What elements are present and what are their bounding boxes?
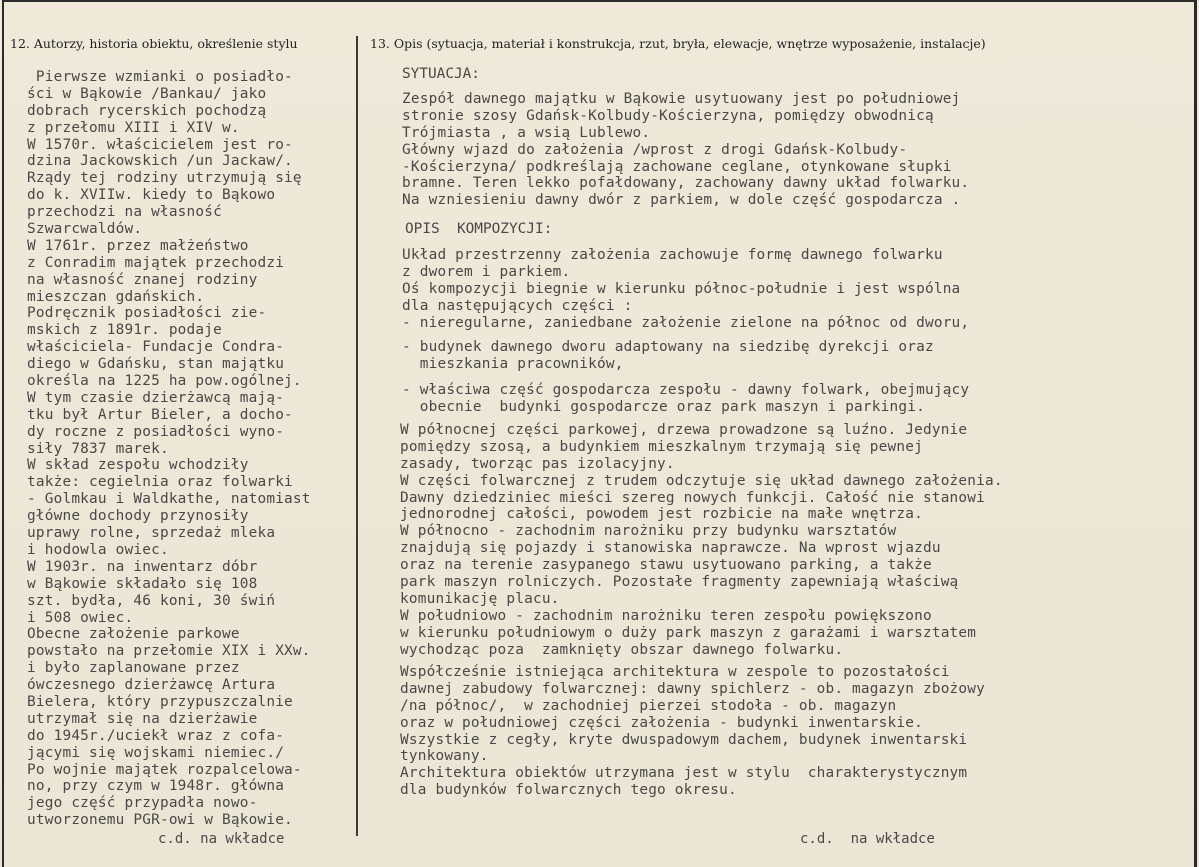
situation-text xyxy=(402,91,969,209)
composition-bullet-folwark xyxy=(402,382,969,416)
text-line: i było zaplanowane przez xyxy=(27,660,240,677)
text-line: park maszyn rolniczych. Pozostałe fragmenty zapewniają właściwą xyxy=(400,574,959,591)
text-line: W części folwarcznej z trudem odczytuje się układ dawnego założenia. xyxy=(400,472,1003,489)
text-line: ówczesnego dzierżawcę Artura xyxy=(27,677,276,694)
text-line: pomiędzy szosą, a budynkiem mieszkalnym trzymają się pewnej xyxy=(400,438,923,455)
text-line: dla budynków folwarcznych tego okresu. xyxy=(400,782,737,799)
text-line: Bielera, który przypuszczalnie xyxy=(27,693,293,710)
text-line: siły 7837 marek. xyxy=(27,440,169,457)
frame-left-border xyxy=(2,0,4,867)
text-line: dobrach rycerskich pochodzą xyxy=(27,102,267,119)
text-line: określa na 1225 ha pow.ogólnej. xyxy=(27,373,302,390)
text-line: tku był Artur Bieler, a docho- xyxy=(27,406,293,423)
text-line: obecnie budynki gospodarcze oraz park maszyn i parkingi. xyxy=(402,398,925,415)
text-line: i hodowla owiec. xyxy=(27,541,169,558)
section-12-header: 12. Autorzy, historia obiektu, określenie stylu xyxy=(10,36,298,51)
composition-bullet-dwor xyxy=(402,339,934,373)
architecture-description xyxy=(400,664,985,799)
text-line: zasady, tworząc pas izolacyjny. xyxy=(400,455,675,472)
text-line: Współcześnie istniejąca architektura w zespole to pozostałości xyxy=(400,664,950,680)
text-line: W 1570r. właścicielem jest ro- xyxy=(27,136,293,153)
text-line: Pierwsze wzmianki o posiadło- xyxy=(27,69,293,85)
text-line: W 1903r. na inwentarz dóbr xyxy=(27,558,258,575)
text-line: jącymi się wojskami niemiec./ xyxy=(27,744,285,761)
text-line: utrzymał się na dzierżawie xyxy=(27,710,258,727)
text-line: - Golmkau i Waldkathe, natomiast xyxy=(27,491,311,508)
text-line: szt. bydła, 46 koni, 30 świń xyxy=(27,592,276,609)
text-line: - nieregularne, zaniedbane założenie zielone na północ od dworu, xyxy=(402,314,970,331)
text-line: utworzonemu PGR-owi w Bąkowie. xyxy=(27,812,293,829)
text-line: Oś kompozycji biegnie w kierunku północ-południe i jest wspólna xyxy=(402,280,961,297)
history-text xyxy=(27,69,311,829)
text-line: dy roczne z posiadłości wyno- xyxy=(27,423,285,440)
text-line: Główny wjazd do założenia /wprost z drogi Gdańsk-Kolbudy- xyxy=(402,141,908,158)
text-line: mskich z 1891r. podaje xyxy=(27,322,223,339)
text-line: z przełomu XIII i XIV w. xyxy=(27,119,240,136)
left-continuation-note: c.d. na wkładce xyxy=(158,831,285,847)
frame-top-border xyxy=(2,0,1197,2)
text-line: do 1945r./uciekł wraz z cofa- xyxy=(27,727,285,744)
text-line: Rządy tej rodziny utrzymują się xyxy=(27,170,302,187)
text-line: na własność znanej rodziny xyxy=(27,271,258,288)
text-line: tynkowany. xyxy=(400,748,489,765)
text-line: oraz w południowej części założenia - budynki inwentarskie. xyxy=(400,714,923,731)
text-line: do k. XVIIw. kiedy to Bąkowo xyxy=(27,187,276,204)
text-line: Trójmiasta , a wsią Lublewo. xyxy=(402,124,651,141)
text-line: Układ przestrzenny założenia zachowuje formę dawnego folwarku xyxy=(402,247,943,263)
composition-heading: OPIS KOMPOZYCJI: xyxy=(405,221,553,237)
text-line: dzina Jackowskich /un Jackaw/. xyxy=(27,153,293,170)
text-line: Obecne założenie parkowe xyxy=(27,626,240,643)
text-line: dla następujących części : xyxy=(402,297,633,314)
text-line: jego część przypadła nowo- xyxy=(27,795,258,812)
text-line: W skład zespołu wchodziły xyxy=(27,457,249,474)
text-line: uprawy rolne, sprzedaż mleka xyxy=(27,525,276,542)
text-line: stronie szosy Gdańsk-Kolbudy-Kościerzyna, pomiędzy obwodnicą xyxy=(402,107,934,124)
right-continuation-note: c.d. na wkładce xyxy=(800,831,935,847)
text-line: - budynek dawnego dworu adaptowany na siedzibę dyrekcji oraz xyxy=(402,339,934,355)
text-line: W północno - zachodnim narożniku przy budynku warsztatów xyxy=(400,523,897,540)
text-line: w Bąkowie składało się 108 xyxy=(27,575,258,592)
text-line: W północnej części parkowej, drzewa prowadzone są luźno. Jedynie xyxy=(400,422,968,438)
section-13-header: 13. Opis (sytuacja, materiał i konstrukcja, rzut, bryła, elewacje, wnętrze wyposażenie, instalacje) xyxy=(370,36,986,51)
text-line: oraz na terenie zasypanego stawu usytuowano parking, a także xyxy=(400,557,932,574)
text-line: właściciela- Fundacje Condra- xyxy=(27,339,285,356)
text-line: diego w Gdańsku, stan majątku xyxy=(27,356,285,373)
text-line: Podręcznik posiadłości zie- xyxy=(27,305,267,322)
text-line: Dawny dziedziniec mieści szereg nowych funkcji. Całość nie stanowi xyxy=(400,489,986,506)
text-line: w kierunku południowym o duży park maszyn z garażami i warsztatem xyxy=(400,624,977,641)
text-line: no, przy czym w 1948r. główna xyxy=(27,778,285,795)
text-line: Architektura obiektów utrzymana jest w stylu charakterystycznym xyxy=(400,765,968,782)
text-line: Wszystkie z cegły, kryte dwuspadowym dachem, budynek inwentarski xyxy=(400,731,968,748)
column-divider xyxy=(356,36,358,836)
text-line: /na północ/, w zachodniej pierzei stodoła - ob. magazyn xyxy=(400,697,897,714)
text-line: z dworem i parkiem. xyxy=(402,263,571,280)
text-line: Zespół dawnego majątku w Bąkowie usytuowany jest po południowej xyxy=(402,91,961,107)
text-line: Po wojnie majątek rozpalcelowa- xyxy=(27,761,302,778)
text-line: jednorodnej całości, powodem jest rozbicie na małe wnętrza. xyxy=(400,506,923,523)
text-line: mieszkania pracowników, xyxy=(402,355,624,372)
text-line: - właściwa część gospodarcza zespołu - dawny folwark, obejmujący xyxy=(402,382,970,398)
frame-right-border xyxy=(1194,0,1197,867)
text-line: mieszczan gdańskich. xyxy=(27,288,205,305)
situation-heading: SYTUACJA: xyxy=(402,66,480,82)
text-line: dawnej zabudowy folwarcznej: dawny spichlerz - ob. magazyn zbożowy xyxy=(400,680,986,697)
text-line: z Conradim majątek przechodzi xyxy=(27,254,285,271)
text-line: W 1761r. przez małżeństwo xyxy=(27,237,249,254)
composition-text xyxy=(402,247,969,331)
text-line: ści w Bąkowie /Bankau/ jako xyxy=(27,85,267,102)
text-line: Szwarcwaldów. xyxy=(27,221,143,238)
text-line: przechodzi na własność xyxy=(27,204,223,221)
text-line: W południowo - zachodnim narożniku teren zespołu powiększono xyxy=(400,607,932,624)
text-line: Na wzniesieniu dawny dwór z parkiem, w dole część gospodarcza . xyxy=(402,192,961,209)
text-line: W tym czasie dzierżawcą mają- xyxy=(27,389,285,406)
text-line: wychodząc poza zamknięty obszar dawnego folwarku. xyxy=(400,641,844,658)
text-line: komunikację placu. xyxy=(400,590,560,607)
text-line: znajdują się pojazdy i stanowiska naprawcze. Na wprost wjazdu xyxy=(400,540,941,557)
park-description xyxy=(400,422,1003,658)
text-line: bramne. Teren lekko pofałdowany, zachowany dawny układ folwarku. xyxy=(402,175,970,192)
text-line: także: cegielnia oraz folwarki xyxy=(27,474,293,491)
text-line: powstało na przełomie XIX i XXw. xyxy=(27,643,311,660)
text-line: główne dochody przynosiły xyxy=(27,508,249,525)
text-line: i 508 owiec. xyxy=(27,609,134,626)
text-line: -Kościerzyna/ podkreślają zachowane ceglane, otynkowane słupki xyxy=(402,158,952,175)
